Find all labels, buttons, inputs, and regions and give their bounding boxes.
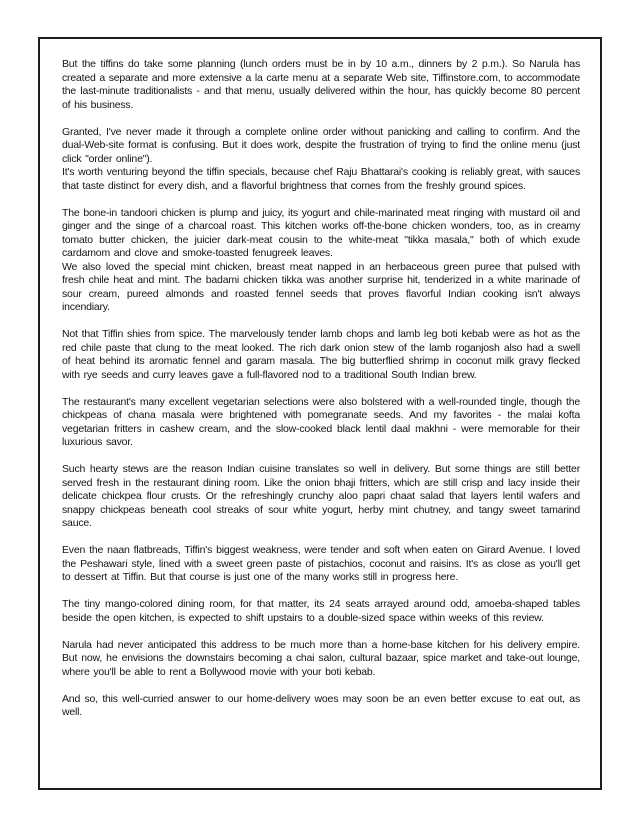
paragraph: Even the naan flatbreads, Tiffin's biggest weakness, were tender and soft when eaten on Girard Avenue. I loved the Peshawari style, lined with a sweet green paste of pistachios, coconut and raisins. It's as close as you'll get to dessert at Tiffin. But that course is just one of the many works still in progress here. [62,544,580,583]
text-block [62,693,580,720]
text-block [62,598,580,625]
paragraph: Narula had never anticipated this address to be much more than a home-base kitchen for his delivery empire. But now, he envisions the downstairs becoming a chai salon, cultural bazaar, spice market and take-out lounge, where you'll be able to rent a Bollywood movie with your boti kebab. [62,638,580,678]
paragraph: The restaurant's many excellent vegetarian selections were also bolstered with a well-rounded tingle, though the chickpeas of chana masala were brightened with pomegranate seeds. And my favorites - the malai kofta vegetarian fritters in cashew cream, and the slow-cooked black lentil daal makhni - were memorable for their luxurious savor. [62,395,580,448]
text-block [62,639,580,680]
paragraph: The bone-in tandoori chicken is plump and juicy, its yogurt and chile-marinated meat ringing with mustard oil and ginger and the singe of a charcoal roast. This kitchen works off-the-bone chicken wonders, too, as in creamy tomato butter chicken, the juicier dark-meat cousin to the white-meat "tikka masala," both of which exude cardamom and clove and smoke-toasted fenugreek leaves. [62,206,580,259]
paragraph: But the tiffins do take some planning (lunch orders must be in by 10 a.m., dinners by 2 p.m.). So Narula has created a separate and more extensive a la carte menu at a separate Web site, Tiffinstore.com, to accommodate the last-minute traditionalists - and that menu, usually delivered within the hour, has quickly become 80 percent of his business. [62,58,580,111]
text-block [62,463,580,531]
paragraph: Granted, I've never made it through a complete online order without panicking and calling to confirm. And the dual-Web-site format is confusing. But it does work, despite the frustration of trying to find the online menu (just click "order online"). [62,125,580,165]
paragraph: It's worth venturing beyond the tiffin specials, because chef Raju Bhattarai's cooking is reliably great, with sauces that taste distinct for every dish, and a flavorful brightness that comes from the freshly ground spices. [62,166,580,192]
paragraph: Not that Tiffin shies from spice. The marvelously tender lamb chops and lamb leg boti kebab were as hot as the red chile paste that clung to the meat looked. The rich dark onion stew of the lamb roganjosh also had a swell of heat behind its aromatic fennel and garam masala. The big butterflied shrimp in coconut milk gravy flecked with rye seeds and curry leaves gave a full-flavored nod to a traditional South Indian brew. [62,328,580,381]
text-block [62,544,580,585]
text-block [62,126,580,194]
text-block [62,58,580,112]
page-frame [38,37,602,790]
article-text [62,58,580,720]
paragraph: The tiny mango-colored dining room, for that matter, its 24 seats arrayed around odd, amoeba-shaped tables beside the open kitchen, is expected to shift upstairs to a double-sized space within weeks of this review. [62,598,580,624]
paragraph: And so, this well-curried answer to our home-delivery woes may soon be an even better excuse to eat out, as well. [62,692,580,718]
paragraph: We also loved the special mint chicken, breast meat napped in an herbaceous green puree that pulsed with fresh chile heat and mint. The badami chicken tikka was another surprise hit, tenderized in a white marinade of sour cream, pureed almonds and roasted fennel seeds that proves flavorful Indian cooking isn't always incendiary. [62,260,580,313]
text-block [62,396,580,450]
paragraph: Such hearty stews are the reason Indian cuisine translates so well in delivery. But some things are still better served fresh in the restaurant dining room. Like the onion bhaji fritters, which are still crisp and lacy inside their delicate chickpea flour crusts. Or the refreshingly crunchy aloo papri chaat salad that layers lentil wafers and snappy chickpeas beneath cool streaks of sour white yogurt, herby mint chutney, and tangy sweet tamarind sauce. [62,463,580,529]
text-block [62,328,580,382]
text-block [62,207,580,315]
